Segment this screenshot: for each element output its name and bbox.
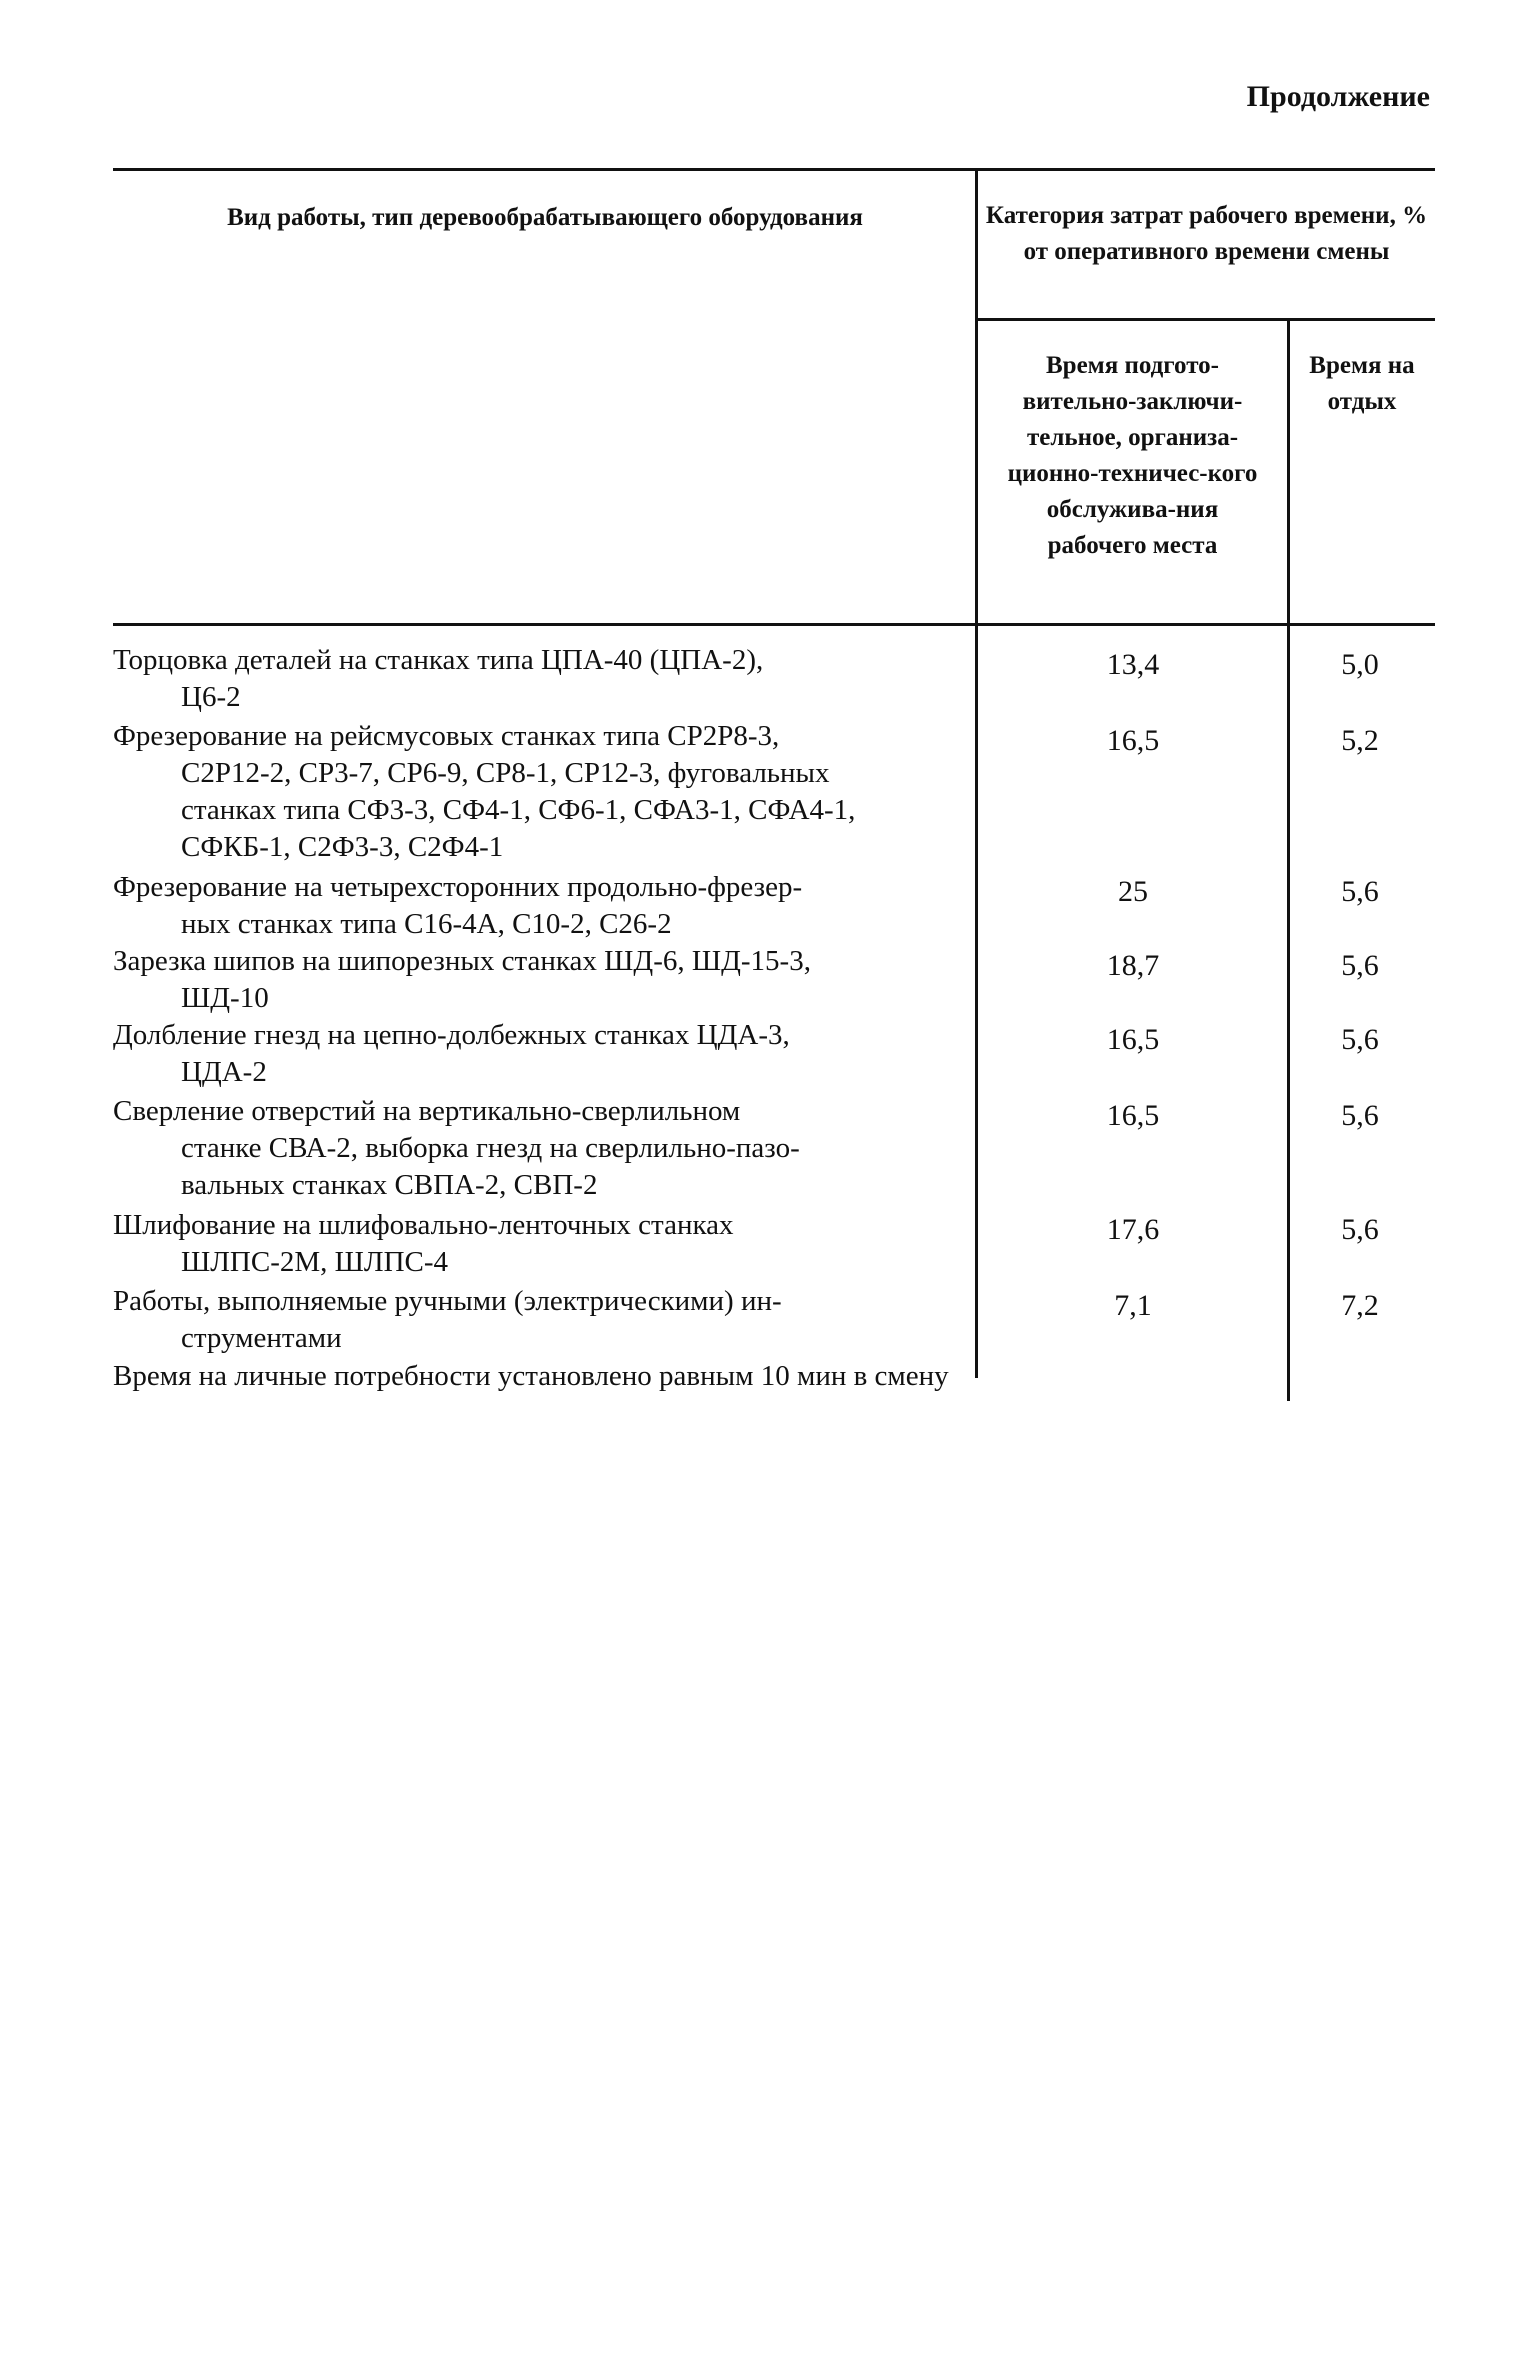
table-footnote: Время на личные потребности установлено равным 10 мин в смену (113, 1360, 949, 1392)
header-bottom-rule (113, 623, 1435, 626)
continuation-label: Продолжение (1246, 80, 1430, 113)
header-rest-time: Время на отдых (1309, 352, 1415, 415)
rest-time-value: 5,6 (1341, 949, 1379, 982)
table-top-rule (113, 168, 1435, 171)
work-description: Сверление отверстий на вертикально-сверлильном станке СВА-2, выборка гнезд на сверлильно-пазо- вальных станках СВПА-2, СВП-2 (113, 1095, 800, 1201)
header-preparatory-time: Время подгото-вительно-заключи-тельное, организа-ционно-техничес-кого обслужива-ния рабочего места (1007, 352, 1258, 559)
preparatory-time-value: 13,4 (1106, 648, 1160, 681)
rest-time-value: 5,6 (1341, 875, 1379, 908)
preparatory-time-value: 25 (1118, 875, 1148, 908)
rest-time-value: 5,6 (1341, 1023, 1379, 1056)
preparatory-time-value: 18,7 (1106, 949, 1160, 982)
preparatory-time-value: 16,5 (1106, 724, 1160, 757)
category-subheader-rule (978, 318, 1435, 321)
rest-time-value: 5,6 (1341, 1213, 1379, 1246)
header-work-type: Вид работы, тип деревообрабатывающего оборудования (227, 204, 863, 231)
rest-time-value: 5,0 (1341, 648, 1379, 681)
work-description: Зарезка шипов на шипорезных станках ШД-6, ШД-15-3, ШД-10 (113, 945, 811, 1014)
preparatory-time-value: 7,1 (1114, 1289, 1152, 1322)
preparatory-time-value: 16,5 (1106, 1099, 1160, 1132)
work-description: Работы, выполняемые ручными (электрическими) ин- струментами (113, 1285, 782, 1354)
work-description: Долбление гнезд на цепно-долбежных станках ЦДА-3, ЦДА-2 (113, 1019, 790, 1088)
rest-time-value: 5,2 (1341, 724, 1379, 757)
work-description: Шлифование на шлифовально-ленточных станках ШЛПС-2М, ШЛПС-4 (113, 1209, 734, 1278)
work-description: Торцовка деталей на станках типа ЦПА-40 (ЦПА-2), Ц6-2 (113, 644, 764, 713)
preparatory-time-value: 16,5 (1106, 1023, 1160, 1056)
preparatory-time-value: 17,6 (1106, 1213, 1160, 1246)
work-description: Фрезерование на рейсмусовых станках типа СР2Р8-3, С2Р12-2, СР3-7, СР6-9, СР8-1, СР12-3, фуговальных станках типа СФ3-3, СФ4-1, СФ6-1, СФА3-1, СФА4-1, СФКБ-1, С2Ф3-3, С2Ф4-1 (113, 720, 856, 863)
rest-time-value: 5,6 (1341, 1099, 1379, 1132)
rest-time-value: 7,2 (1341, 1289, 1379, 1322)
work-description: Фрезерование на четырехсторонних продольно-фрезер- ных станках типа С16-4А, С10-2, С26-2 (113, 871, 803, 940)
header-time-category: Категория затрат рабочего времени, % от оперативного времени смены (985, 202, 1428, 265)
